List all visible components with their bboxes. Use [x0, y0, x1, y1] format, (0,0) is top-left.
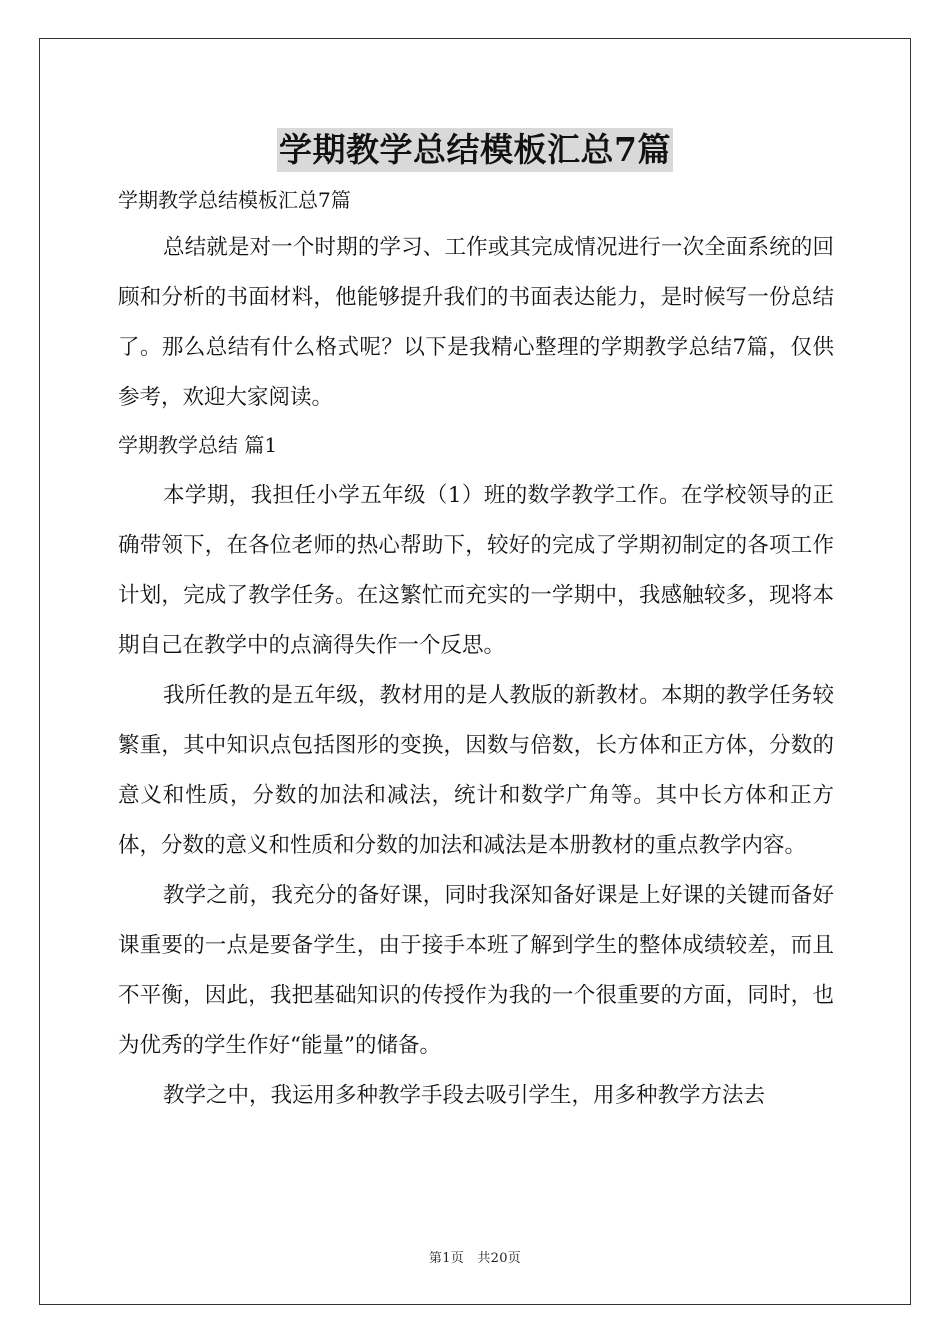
document-subtitle: 学期教学总结模板汇总7篇 — [118, 188, 351, 212]
body-paragraph-3: 教学之前，我充分的备好课，同时我深知备好课是上好课的关键而备好课重要的一点是要备学生，由于接手本班了解到学生的整体成绩较差，而且不平衡，因此，我把基础知识的传授作为我的一个很重要的方面，同时，也为优秀的学生作好“能量”的储备。 — [118, 883, 834, 1058]
page-footer: 第1页 共20页 — [428, 1251, 522, 1266]
body-paragraph-4: 教学之中，我运用多种教学手段去吸引学生，用多种教学方法去 — [163, 1083, 766, 1108]
intro-paragraph: 总结就是对一个时期的学习、工作或其完成情况进行一次全面系统的回顾和分析的书面材料，他能够提升我们的书面表达能力，是时候写一份总结了。那么总结有什么格式呢？以下是我精心整理的学期教学总结7篇，仅供参考，欢迎大家阅读。 — [118, 235, 834, 410]
body-paragraph-1: 本学期，我担任小学五年级（1）班的数学教学工作。在学校领导的正确带领下，在各位老师的热心帮助下，较好的完成了学期初制定的各项工作计划，完成了教学任务。在这繁忙而充实的一学期中，我感触较多，现将本期自己在教学中的点滴得失作一个反思。 — [118, 483, 834, 658]
section-heading: 学期教学总结 篇1 — [118, 433, 278, 457]
document-title: 学期教学总结模板汇总7篇 — [277, 128, 673, 172]
document-title-wrapper — [0, 128, 950, 172]
body-paragraph-2: 我所任教的是五年级，教材用的是人教版的新教材。本期的教学任务较繁重，其中知识点包括图形的变换，因数与倍数，长方体和正方体，分数的意义和性质，分数的加法和减法，统计和数学广角等。其中长方体和正方体，分数的意义和性质和分数的加法和减法是本册教材的重点教学内容。 — [118, 683, 834, 858]
document-body — [118, 181, 834, 1121]
